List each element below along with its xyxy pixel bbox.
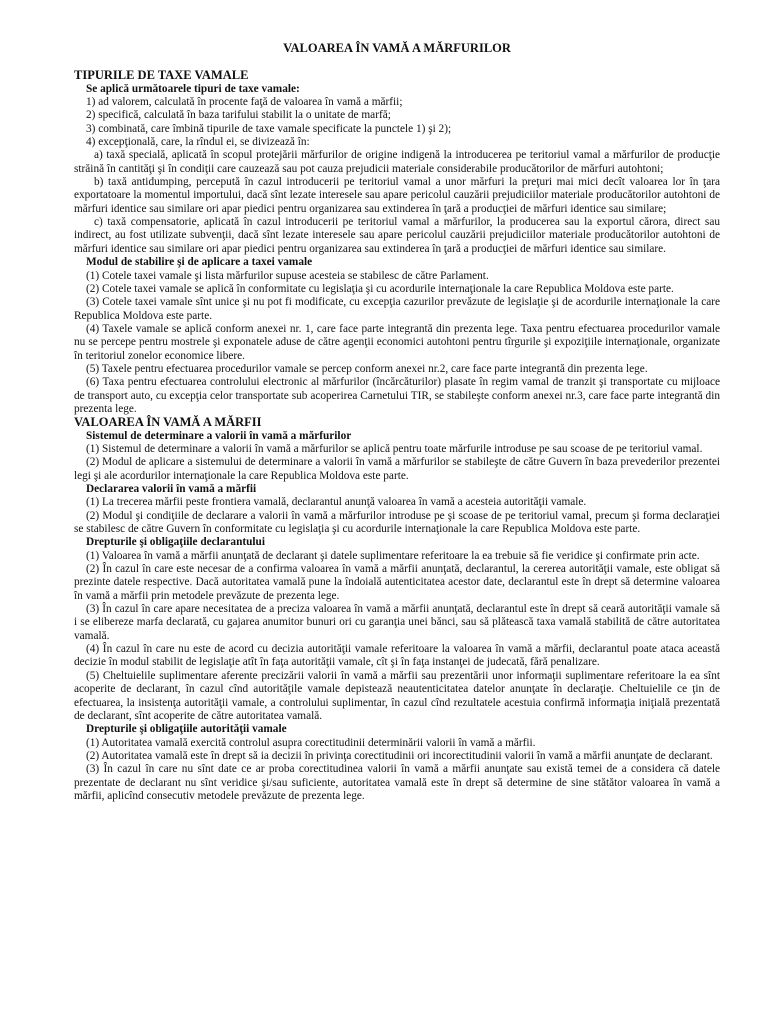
subheading-sistemul: Sistemul de determinare a valorii în vamă a mărfurilor — [86, 429, 352, 442]
paragraph: (1) Sistemul de determinare a valorii în vamă a mărfurilor se aplică pentru toate mărfurile introduse pe sau scoase de pe teritoriul vamal. — [86, 442, 703, 455]
paragraph: (4) Taxele vamale se aplică conform anexei nr. 1, care face parte integrantă din prezenta lege. Taxa pentru efectuarea procedurilor vamale nu se percepe pentru mostrele şi exponatele aduse de către agenţii economici autohtoni pentru tîrgurile şi expoziţiile internaţionale, organizate în teritoriul zonelor economice libere. — [74, 322, 720, 362]
paragraph: (2) Modul şi condiţiile de declarare a valorii în vamă a mărfurilor introduse pe şi scoase de pe teritoriul vamal, precum şi forma declaraţiei se stabilesc de către Guvern în conformitate cu legislaţia şi cu acordurile internaţionale la care Republica Moldova este parte. — [74, 509, 720, 536]
list-item: 4) excepţională, care, la rîndul ei, se divizează în: — [86, 136, 310, 149]
paragraph: (6) Taxa pentru efectuarea controlului electronic al mărfurilor (încărcăturilor) plasate în regim vamal de tranzit şi transportate cu mijloace de transport auto, cu excepţia celor transportate sub acoperirea Carnetului TIR, se stabileşte conform anexei nr.3, care face parte integrantă din prezenta lege. — [74, 376, 720, 415]
subheading-tipuri: Se aplică următoarele tipuri de taxe vamale: — [86, 82, 300, 95]
paragraph: (2) Cotele taxei vamale se aplică în conformitate cu legislaţia şi cu acordurile internaţionale la care Republica Moldova este parte. — [86, 282, 674, 295]
paragraph: (3) În cazul în care apare necesitatea de a preciza valoarea în vamă a mărfii anunţată, declarantul este în drept să ceară autorităţii vamale să i se elibereze marfa declarată, cu gajarea anumitor bunuri ori cu garanţia unei bănci, sau să plătească taxa vamală stabilită de către autoritatea vamală. — [74, 603, 720, 642]
list-item: a) taxă specială, aplicată în scopul protejării mărfurilor de origine indigenă la introducerea pe teritoriul vamal a mărfurilor de producţie străină în cantităţi şi în condiţii care cauzează sau pot cauza prejudicii materiale considerabile producătorilor de mărfuri autohtoni; — [74, 149, 720, 175]
subheading-mod-stabilire: Modul de stabilire şi de aplicare a taxei vamale — [86, 256, 313, 269]
paragraph: (3) În cazul în care nu sînt date ce ar proba corectitudinea valorii în vamă a mărfii anunţate sau există temei de a considera că datele prezentate de declarant nu sînt veridice şi/sau suficiente, autoritatea vamală este în drept să determine de sine stătător valoarea în vamă a mărfii, aplicînd consecutiv metodele prevăzute de prezenta lege. — [74, 763, 720, 802]
list-item: b) taxă antidumping, percepută în cazul introducerii pe teritoriul vamal a unor mărfuri la preţuri mai mici decît valoarea lor în ţara exportatoare la momentul importului, dacă sînt lezate interesele sau apare pericolul cauzării prejudiciilor materiale producătorilor autohtoni de mărfuri identice sau similare ori apar piedici pentru organizarea sau extinderea în ţară a producţiei de mărfuri identice sau similare; — [74, 176, 720, 215]
paragraph: (1) Valoarea în vamă a mărfii anunţată de declarant şi datele suplimentare referitoare la ea trebuie să fie veridice şi confirmate prin acte. — [86, 549, 700, 562]
paragraph: (5) Cheltuielile suplimentare aferente precizării valorii în vamă a mărfii sau prezentării unor informaţii suplimentare referitoare la ea sînt acoperite de declarant, în cazul cînd autorităţile vamale depistează neautenticitatea datelor anunţate în declaraţie. Cheltuielile ce ţin de efectuarea, la insistenţa autorităţii vamale, a controlului suplimentar, în cazul cînd rezultatele acestuia confirmă informaţia iniţială prezentată de declarant, sînt acoperite de către autoritatea vamală. — [74, 669, 720, 722]
document-title: VALOAREA ÎN VAMĂ A MĂRFURILOR — [283, 41, 511, 55]
subheading-declararea: Declararea valorii în vamă a mărfii — [86, 483, 257, 495]
list-item: c) taxă compensatorie, aplicată în cazul introducerii pe teritoriul vamal a mărfurilor, la producerea sau la exportul cărora, direct sau indirect, au fost utilizate subvenţii, dacă sînt lezate interesele sau apare pericolul cauzării prejudiciilor materiale producătorilor autohtoni de mărfuri identice sau similare ori apar piedici pentru organizarea sau extinderea în ţară a producţiei de mărfuri identice sau similare. — [74, 216, 720, 255]
paragraph: (2) Modul de aplicare a sistemului de determinare a valorii în vamă a mărfurilor se stabileşte de către Guvern în baza prevederilor prezentei legi şi ale acordurilor internaţionale la care Republica Moldova este parte. — [74, 456, 720, 482]
subheading-drepturile-declarantului: Drepturile şi obligaţiile declarantului — [86, 536, 265, 549]
document-page — [74, 42, 720, 803]
section-heading-taxe: TIPURILE DE TAXE VAMALE — [74, 68, 249, 83]
paragraph: (2) Autoritatea vamală este în drept să ia decizii în privinţa corectitudinii ori incorectitudinii valorii în vamă a mărfii anunţate de declarant. — [86, 749, 713, 762]
paragraph: (5) Taxele pentru efectuarea procedurilor vamale se percep conform anexei nr.2, care face parte integrantă din prezenta lege. — [86, 362, 648, 375]
paragraph: (1) Autoritatea vamală exercită controlul asupra corectitudinii determinării valorii în vamă a mărfii. — [86, 736, 536, 749]
subheading-drepturile-autoritatii: Drepturile şi obligaţiile autorităţii vamale — [86, 723, 287, 736]
list-item: 2) specifică, calculată în baza tarifului stabilit la o unitate de marfă; — [86, 109, 391, 122]
paragraph: (3) Cotele taxei vamale sînt unice şi nu pot fi modificate, cu excepţia cazurilor prevăzute de legislaţie şi de acordurile internaţionale la care Republica Moldova este parte. — [74, 296, 720, 322]
paragraph: (1) Cotele taxei vamale şi lista mărfurilor supuse acesteia se stabilesc de către Parlament. — [86, 269, 489, 282]
section-heading-valoarea: VALOAREA ÎN VAMĂ A MĂRFII — [74, 415, 262, 430]
list-item: 1) ad valorem, calculată în procente faţă de valoarea în vamă a mărfii; — [86, 96, 403, 109]
paragraph: (2) În cazul în care este necesar de a confirma valoarea în vamă a mărfii anunţată, declarantul, la cererea autorităţii vamale, este obligat să prezinte datele respective. Dacă autoritatea vamală pune la îndoială autenticitatea acestor date, declarantul este în drept să determine valoarea în vamă a mărfii prin metodele prevăzute de prezenta lege. — [74, 563, 720, 602]
list-item: 3) combinată, care îmbină tipurile de taxe vamale specificate la punctele 1) şi 2); — [86, 122, 452, 135]
paragraph: (4) În cazul în care nu este de acord cu decizia autorităţii vamale referitoare la valoarea în vamă a mărfii, declarantul poate ataca această decizie în modul stabilit de legislaţie atît în faţa autorităţii vamale, cît şi în faţa instanţei de judecată, fără penalizare. — [74, 643, 720, 669]
paragraph: (1) La trecerea mărfii peste frontiera vamală, declarantul anunţă valoarea în vamă a acesteia autorităţii vamale. — [86, 496, 587, 509]
